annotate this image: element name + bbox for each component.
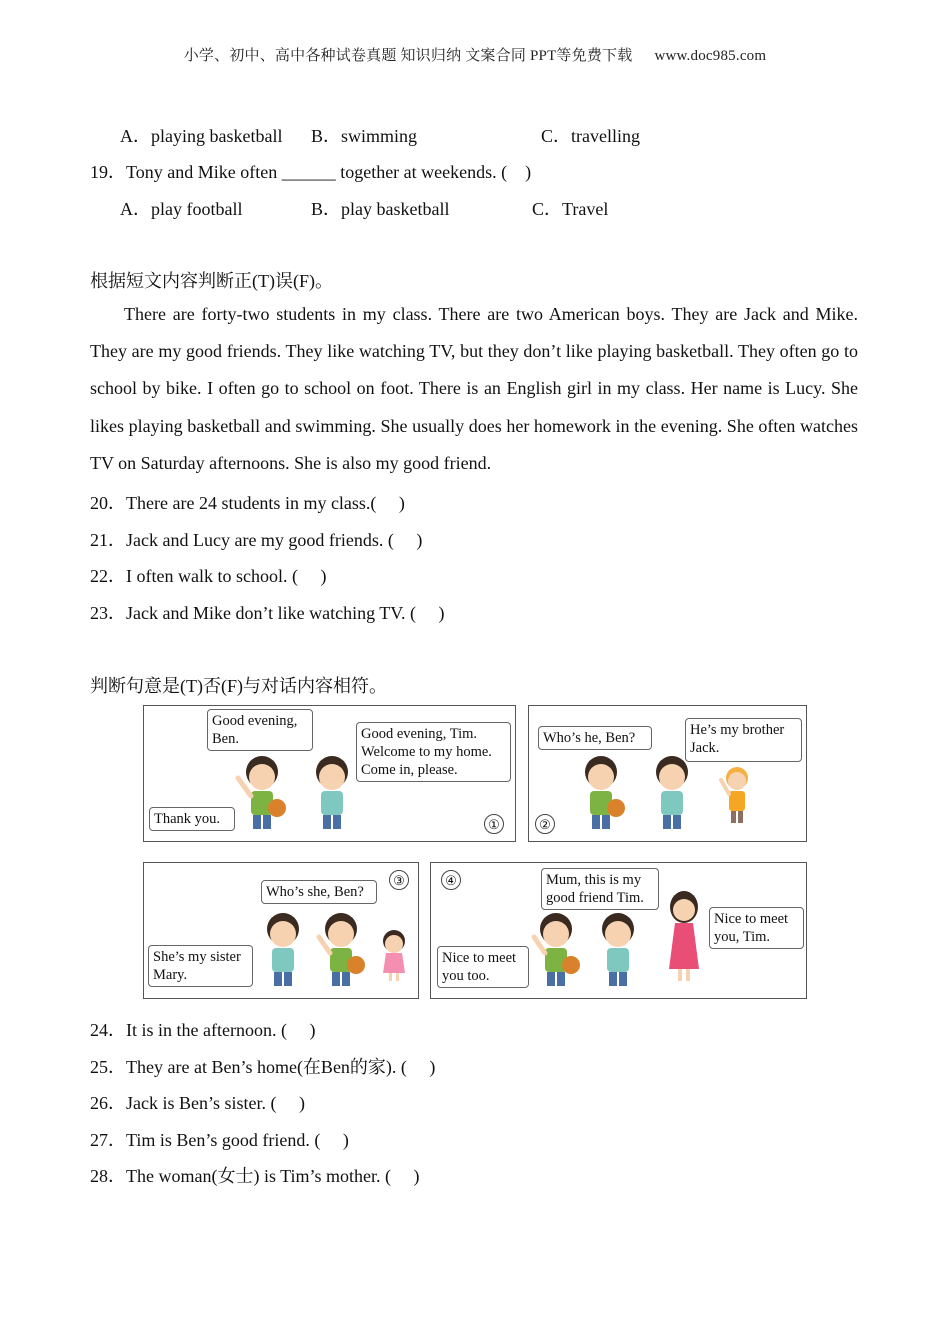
question-21: 21．Jack and Lucy are my good friends. ( )	[90, 530, 423, 550]
panel-4-number: ④	[441, 870, 461, 890]
panel-4-bubble-tim: Nice to meet you too.	[437, 946, 529, 988]
header-text: 小学、初中、高中各种试卷真题 知识归纳 文案合同 PPT等免费下载	[183, 48, 633, 64]
panel-1-bubble-ben: Good evening, Ben.	[207, 709, 313, 751]
tim-figure	[656, 756, 688, 829]
question-20: 20．There are 24 students in my class.( )	[90, 493, 405, 513]
panel-1-bubble-thanks: Thank you.	[149, 807, 235, 831]
question-26: 26．Jack is Ben’s sister. ( )	[90, 1093, 305, 1113]
question-23: 23．Jack and Mike don’t like watching TV. ( )	[90, 603, 445, 623]
panel-3-bubble-answer: She’s my sister Mary.	[148, 945, 253, 987]
comic-panel-1	[143, 705, 516, 842]
panel-3-bubble-question: Who’s she, Ben?	[261, 880, 377, 904]
q19-option-a: A．play football	[120, 199, 243, 219]
q19-option-b: B．play basketball	[311, 199, 450, 219]
tim-figure	[602, 913, 634, 986]
panel-3-number: ③	[389, 870, 409, 890]
panel-4-bubble-mum: Nice to meet you, Tim.	[709, 907, 804, 949]
question-24: 24．It is in the afternoon. ( )	[90, 1020, 316, 1040]
panel-1-bubble-tim: Good evening, Tim. Welcome to my home. Come in, please.	[356, 722, 511, 782]
ben-figure	[238, 756, 286, 829]
ben-figure	[319, 913, 365, 986]
section3-title: 判断句意是(T)否(F)与对话内容相符。	[90, 676, 387, 696]
comic-panel-3	[143, 862, 419, 999]
question-28: 28．The woman(女士) is Tim’s mother. ( )	[90, 1166, 420, 1186]
page-header	[0, 44, 950, 65]
reading-passage: There are forty-two students in my class. There are two American boys. They are Jack and Mike. They are my good friends. They like watching TV, but they don’t like playing basketball. They often go to school by bike. I often go to school on foot. There is an English girl in my class. Her name is Lucy. She likes playing basketball and swimming. She usually does her homework in the evening. She often watches TV on Saturday afternoons. She is also my good friend.	[90, 304, 858, 473]
q18-option-c: C．travelling	[541, 126, 640, 146]
question-25: 25．They are at Ben’s home(在Ben的家). ( )	[90, 1057, 436, 1077]
question-27: 27．Tim is Ben’s good friend. ( )	[90, 1130, 349, 1150]
section2-title: 根据短文内容判断正(T)误(F)。	[90, 271, 333, 291]
ben-figure	[585, 756, 625, 829]
q18-option-a: A．playing basketball	[120, 126, 283, 146]
mum-figure	[669, 891, 699, 981]
jack-figure	[721, 767, 748, 823]
ben-figure	[534, 913, 580, 986]
panel-2-number: ②	[535, 814, 555, 834]
q19-stem: 19．Tony and Mike often ______ together at weekends. ( )	[90, 162, 532, 182]
mary-figure	[383, 930, 405, 981]
comic-panel-4	[430, 862, 807, 999]
panel-4-bubble-ben: Mum, this is my good friend Tim.	[541, 868, 659, 910]
panel-1-number: ①	[484, 814, 504, 834]
question-22: 22．I often walk to school. ( )	[90, 566, 327, 586]
q19-option-c: C．Travel	[532, 199, 609, 219]
tim-figure	[316, 756, 348, 829]
comic-panel-2	[528, 705, 807, 842]
q18-option-b: B．swimming	[311, 126, 418, 146]
header-site: www.doc985.com	[654, 48, 767, 64]
tim-figure	[267, 913, 299, 986]
panel-2-bubble-question: Who’s he, Ben?	[538, 726, 652, 750]
panel-2-bubble-answer: He’s my brother Jack.	[685, 718, 802, 762]
